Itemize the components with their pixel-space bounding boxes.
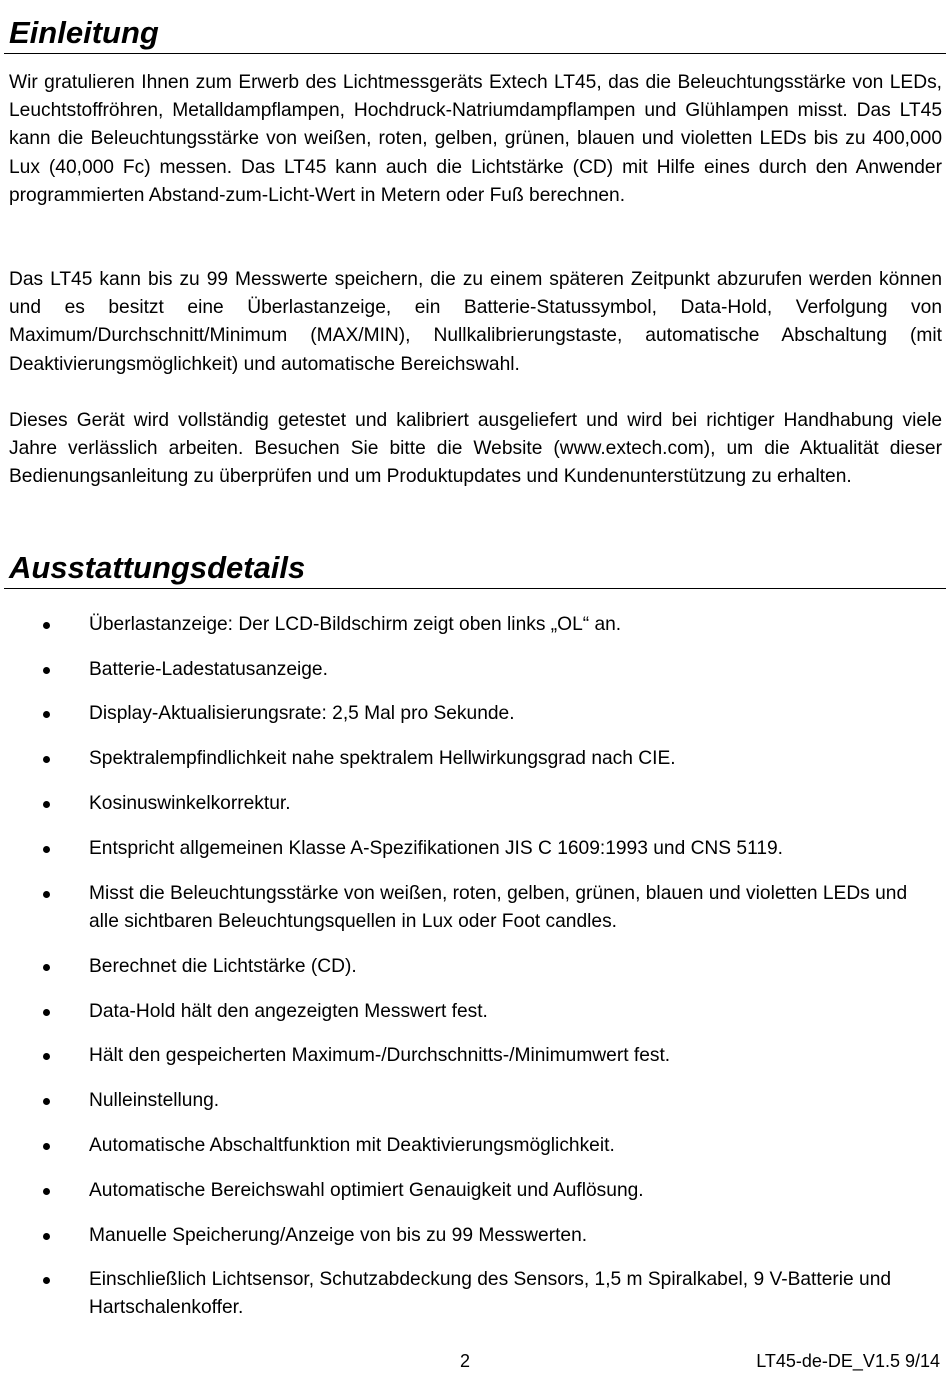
bullet-icon	[43, 801, 50, 808]
list-item-text: Einschließlich Lichtsensor, Schutzabdeckung des Sensors, 1,5 m Spiralkabel, 9 V-Batterie und Hartschalenkoffer.	[89, 1269, 892, 1319]
bullet-icon	[43, 711, 50, 718]
list-item-text: Hält den gespeicherten Maximum-/Durchschnitts-/Minimumwert fest.	[89, 1045, 671, 1066]
bullet-icon	[43, 1277, 50, 1284]
bullet-icon	[43, 1009, 50, 1016]
intro-heading-block	[4, 15, 946, 54]
intro-paragraph-2: Das LT45 kann bis zu 99 Messwerte speichern, die zu einem späteren Zeitpunkt abzurufen werden können und es besitzt eine Überlastanzeige, ein Batterie-Statussymbol, Data-Hold, Verfolgung von Maximum/Durchschnitt/Minimum (MAX/MIN), Nullkalibrierungstaste, automatische Abschaltung (mit Deaktivierungsmöglichkeit) und automatische Bereichswahl.	[9, 269, 942, 375]
features-heading-block	[4, 550, 946, 589]
intro-paragraph-1: Wir gratulieren Ihnen zum Erwerb des Lichtmessgeräts Extech LT45, das die Beleuchtungsstärke von LEDs, Leuchtstoffröhren, Metalldampflampen, Hochdruck-Natriumdampflampen und Glühlampen misst. Das LT45 kann die Beleuchtungsstärke von weißen, roten, gelben, grünen, blauen und violetten LEDs bis zu 400,000 Lux (40,000 Fc) messen. Das LT45 kann auch die Lichtstärke (CD) mit Hilfe eines durch den Anwender programmierten Abstand-zum-Licht-Wert in Metern oder Fuß berechnen.	[9, 72, 942, 206]
intro-paragraph-3: Dieses Gerät wird vollständig getestet und kalibriert ausgeliefert und wird bei richtiger Handhabung viele Jahre verlässlich arbeiten. Besuchen Sie bitte die Website (www.extech.com), um die Aktualität dieser Bedienungsanleitung zu überprüfen und um Produktupdates und Kundenunterstützung zu erhalten.	[9, 410, 942, 488]
bullet-icon	[43, 1098, 50, 1105]
list-item-text: Misst die Beleuchtungsstärke von weißen, roten, gelben, grünen, blauen und violetten LEDs und alle sichtbaren Beleuchtungsquellen in Lux oder Foot candles.	[89, 883, 908, 933]
bullet-icon	[43, 1053, 50, 1060]
document-id: LT45-de-DE_V1.5 9/14	[756, 1351, 940, 1371]
list-item-text: Entspricht allgemeinen Klasse A-Spezifikationen JIS C 1609:1993 und CNS 5119.	[89, 838, 784, 859]
features-heading: Ausstattungsdetails	[4, 550, 946, 589]
list-item-text: Display-Aktualisierungsrate: 2,5 Mal pro Sekunde.	[89, 703, 515, 724]
list-item-text: Automatische Abschaltfunktion mit Deaktivierungsmöglichkeit.	[89, 1135, 615, 1156]
list-item-text: Automatische Bereichswahl optimiert Genauigkeit und Auflösung.	[89, 1180, 644, 1201]
bullet-icon	[43, 964, 50, 971]
bullet-icon	[43, 667, 50, 674]
list-item-text: Batterie-Ladestatusanzeige.	[89, 659, 328, 680]
page-number: 2	[460, 1351, 471, 1371]
list-item-text: Spektralempfindlichkeit nahe spektralem Hellwirkungsgrad nach CIE.	[89, 748, 676, 769]
bullet-icon	[43, 1188, 50, 1195]
list-item-text: Kosinuswinkelkorrektur.	[89, 793, 291, 814]
bullet-icon	[43, 756, 50, 763]
list-item-text: Manuelle Speicherung/Anzeige von bis zu 99 Messwerten.	[89, 1225, 588, 1246]
list-item-text: Berechnet die Lichtstärke (CD).	[89, 956, 357, 977]
list-item-text: Überlastanzeige: Der LCD-Bildschirm zeigt oben links „OL“ an.	[89, 614, 622, 635]
bullet-icon	[43, 1233, 50, 1240]
list-item-text: Nulleinstellung.	[89, 1090, 220, 1111]
bullet-icon	[43, 846, 50, 853]
list-item-text: Data-Hold hält den angezeigten Messwert fest.	[89, 1001, 488, 1022]
bullet-icon	[43, 622, 50, 629]
bullet-icon	[43, 891, 50, 898]
bullet-icon	[43, 1143, 50, 1150]
intro-heading: Einleitung	[4, 15, 946, 54]
